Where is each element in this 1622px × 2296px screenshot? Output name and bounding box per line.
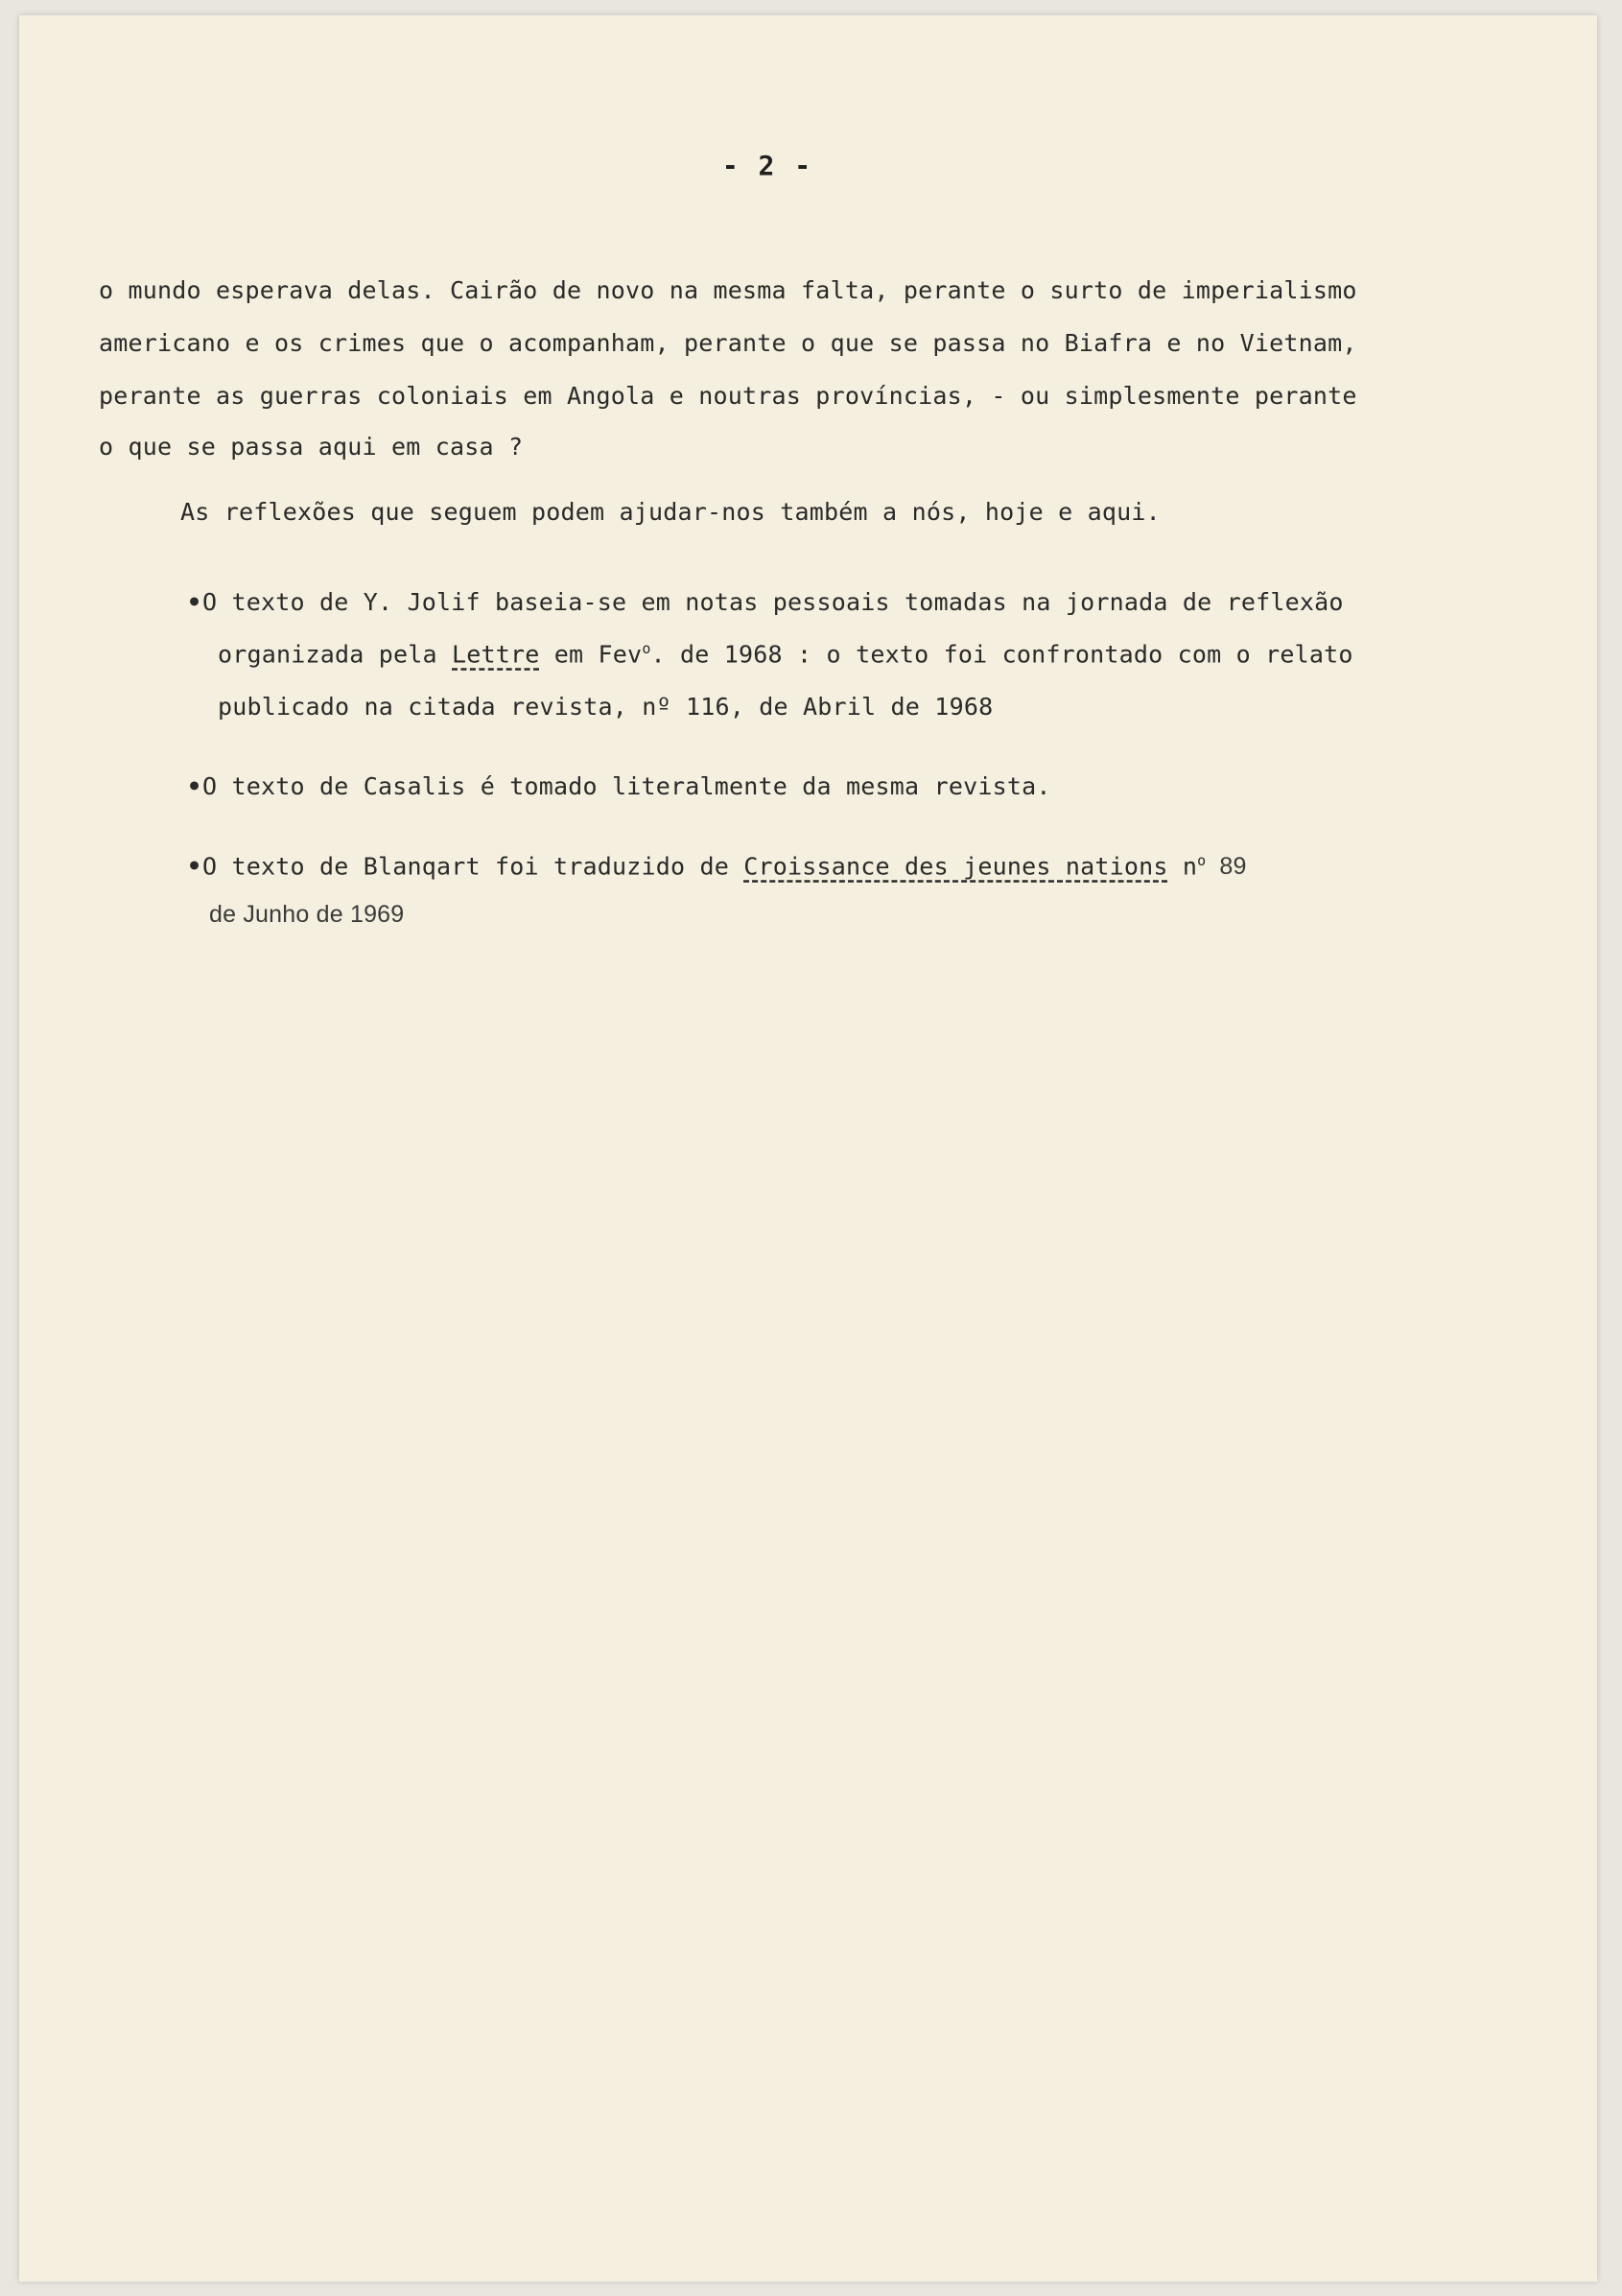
handwritten-date: de Junho de 1969 bbox=[209, 901, 405, 928]
lettre-title: Lettre bbox=[452, 640, 540, 669]
paragraph-1-line-1: o mundo esperava delas. Cairão de novo na mesma falta, perante o surto de imperialismo bbox=[99, 276, 1357, 304]
bullet-2: • bbox=[187, 772, 202, 800]
handwritten-number: 89 bbox=[1219, 853, 1247, 881]
note-1-text-2b: em Fev bbox=[539, 640, 643, 669]
note-1-text-1: O texto de Y. Jolif baseia-se em notas pessoais tomadas na jornada de reflexão bbox=[202, 588, 1344, 616]
note-1-text-2c: . de 1968 : o texto foi confrontado com o relato bbox=[650, 640, 1353, 669]
page-number: - 2 - bbox=[721, 150, 813, 181]
note-3-text-a: O texto de Blanqart foi traduzido de bbox=[202, 852, 744, 881]
paragraph-1-line-3: perante as guerras coloniais em Angola e noutras províncias, - ou simplesmente perante bbox=[99, 382, 1357, 410]
croissance-title: Croissance des jeunes nations bbox=[743, 852, 1168, 881]
paragraph-1-line-2: americano e os crimes que o acompanham, perante o que se passa no Biafra e no Vietnam, bbox=[99, 329, 1357, 357]
note-1-line-3: publicado na citada revista, nº 116, de Abril de 1968 bbox=[218, 693, 994, 721]
paragraph-2: As reflexões que seguem podem ajudar-nos também a nós, hoje e aqui. bbox=[180, 498, 1161, 526]
note-3-superscript: o bbox=[1197, 852, 1207, 869]
note-1-line-1 bbox=[187, 588, 1344, 616]
note-1-line-2 bbox=[218, 640, 1353, 668]
paragraph-1-line-4: o que se passa aqui em casa ? bbox=[99, 433, 524, 461]
bullet-3: • bbox=[187, 852, 202, 881]
note-1-text-2a: organizada pela bbox=[218, 640, 453, 669]
note-3 bbox=[187, 852, 1247, 881]
bullet-1: • bbox=[187, 588, 202, 616]
document-page bbox=[19, 15, 1597, 2282]
note-1-superscript: o bbox=[642, 640, 651, 657]
note-2-text: O texto de Casalis é tomado literalmente da mesma revista. bbox=[202, 772, 1051, 800]
note-3-text-b: n bbox=[1167, 852, 1198, 881]
note-2 bbox=[187, 772, 1051, 800]
